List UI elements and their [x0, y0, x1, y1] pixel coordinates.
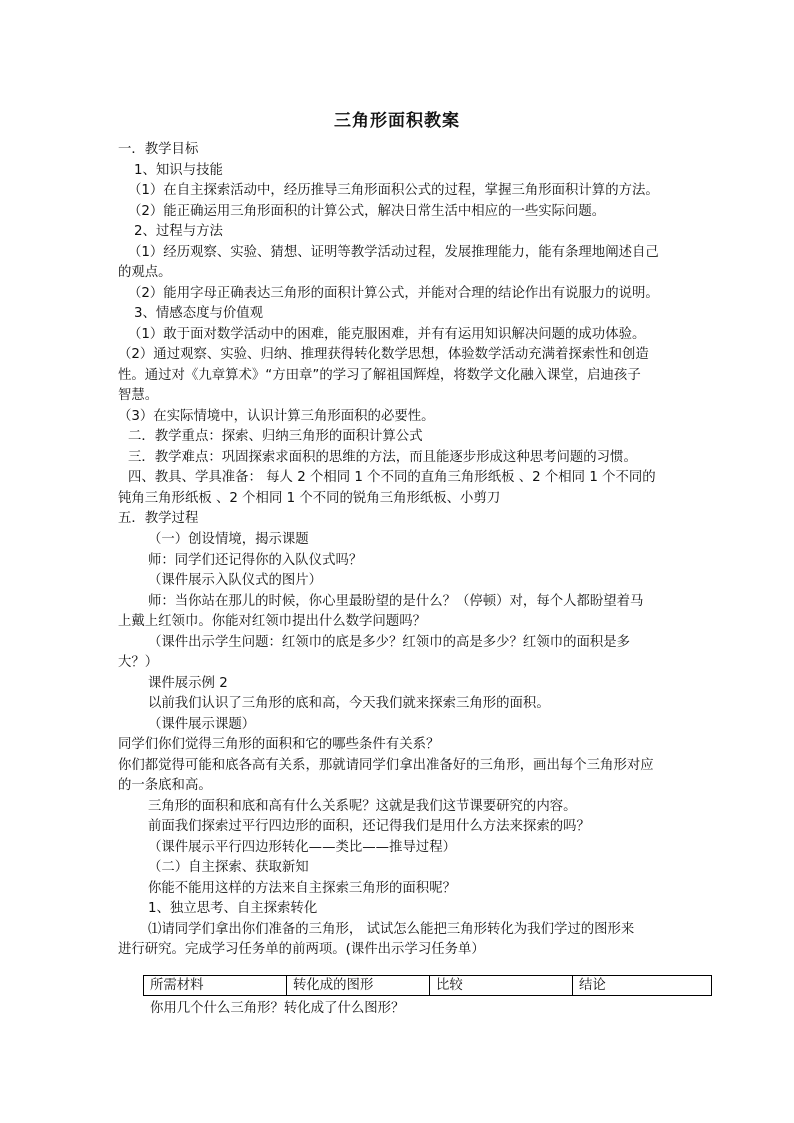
paragraph-line: 的一条底和高。 [118, 778, 212, 793]
paragraph-line: （课件展示入队仪式的图片） [148, 573, 323, 588]
paragraph-line: 前面我们探索过平行四边形的面积，还记得我们是用什么方法来探索的吗？ [148, 819, 590, 834]
table-header-cell: 比较 [430, 976, 573, 996]
paragraph-line: （1）经历观察、实验、猜想、证明等教学活动过程，发展推理能力，能有条理地阐述自己 [128, 245, 659, 260]
subsection-heading: 3、情感态度与价值观 [134, 306, 264, 321]
section-heading: 一．教学目标 [118, 142, 199, 157]
subsection-heading: （一）创设情境，揭示课题 [148, 532, 309, 547]
paragraph-line: 课件展示例 2 [148, 676, 228, 691]
paragraph-line: 的观点。 [118, 265, 172, 280]
document-title: 三角形面积教案 [334, 111, 460, 131]
paragraph-line: （3）在实际情境中，认识计算三角形面积的必要性。 [118, 409, 435, 424]
subsection-heading: 2、过程与方法 [134, 224, 223, 239]
paragraph-line: 三角形的面积和底和高有什么关系呢？这就是我们这节课要研究的内容。 [148, 799, 577, 814]
paragraph-line: （课件出示学生问题：红领巾的底是多少？红领巾的高是多少？红领巾的面积是多 [148, 635, 631, 650]
section-heading: 二．教学重点：探索、归纳三角形的面积计算公式 [128, 429, 423, 444]
table-header-cell: 结论 [573, 976, 712, 996]
subsection-heading: 1、独立思考、自主探索转化 [148, 901, 318, 916]
paragraph-line: （1）在自主探索活动中，经历推导三角形面积公式的过程，掌握三角形面积计算的方法。 [128, 183, 659, 198]
paragraph-line: 你用几个什么三角形？转化成了什么图形？ [150, 1001, 405, 1016]
paragraph-line: ⑴请同学们拿出你们准备的三角形， 试试怎么能把三角形转化为我们学过的图形来 [148, 922, 635, 937]
paragraph-line: （2）通过观察、实验、归纳、推理获得转化数学思想，体验数学活动充满着探索性和创造 [118, 347, 649, 362]
subsection-heading: 1、知识与技能 [134, 163, 223, 178]
section-heading: 四、教具、学具准备： 每人 2 个相同 1 个不同的直角三角形纸板 、2 个相同 1 个不同的 [128, 470, 656, 485]
table-header-cell: 转化成的图形 [287, 976, 430, 996]
paragraph-line: 你们都觉得可能和底各高有关系，那就请同学们拿出准备好的三角形，画出每个三角形对应 [118, 758, 654, 773]
paragraph-line: 进行研究。完成学习任务单的前两项。(课件出示学习任务单） [118, 942, 485, 957]
paragraph-line: 师：同学们还记得你的入队仪式吗？ [148, 553, 363, 568]
paragraph-line: 大？） [118, 655, 159, 670]
paragraph-line: 智慧。 [118, 388, 159, 403]
paragraph-line: 师：当你站在那儿的时候，你心里最盼望的是什么？（停顿）对，每个人都盼望着马 [148, 594, 644, 609]
paragraph-line: （课件展示平行四边形转化——类比——推导过程） [148, 840, 456, 855]
paragraph-line: （1）敢于面对数学活动中的困难，能克服困难，并有有运用知识解决问题的成功体验。 [128, 327, 646, 342]
table-header-row [144, 976, 712, 996]
table-header-cell: 所需材料 [144, 976, 287, 996]
paragraph-line: 钝角三角形纸板 、2 个相同 1 个不同的锐角三角形纸板、小剪刀 [118, 491, 501, 506]
paragraph-line: 同学们你们觉得三角形的面积和它的哪些条件有关系？ [118, 737, 440, 752]
paragraph-line: 你能不能用这样的方法来自主探索三角形的面积呢？ [148, 881, 456, 896]
paragraph-line: （课件展示课题） [148, 717, 256, 732]
section-heading: 五．教学过程 [118, 511, 199, 526]
paragraph-line: 以前我们认识了三角形的底和高，今天我们就来探索三角形的面积。 [148, 696, 550, 711]
subsection-heading: （二）自主探索、获取新知 [148, 860, 309, 875]
paragraph-line: （2）能用字母正确表达三角形的面积计算公式，并能对合理的结论作出有说服力的说明。 [128, 286, 659, 301]
paragraph-line: 性。通过对《九章算术》“方田章”的学习了解祖国辉煌，将数学文化融入课堂，启迪孩子 [118, 368, 641, 383]
task-table [143, 975, 712, 996]
section-heading: 三．教学难点：巩固探索求面积的思维的方法，而且能逐步形成这种思考问题的习惯。 [128, 450, 637, 465]
paragraph-line: 上戴上红领巾。你能对红领巾提出什么数学问题吗？ [118, 614, 426, 629]
paragraph-line: （2）能正确运用三角形面积的计算公式，解决日常生活中相应的一些实际问题。 [128, 204, 606, 219]
